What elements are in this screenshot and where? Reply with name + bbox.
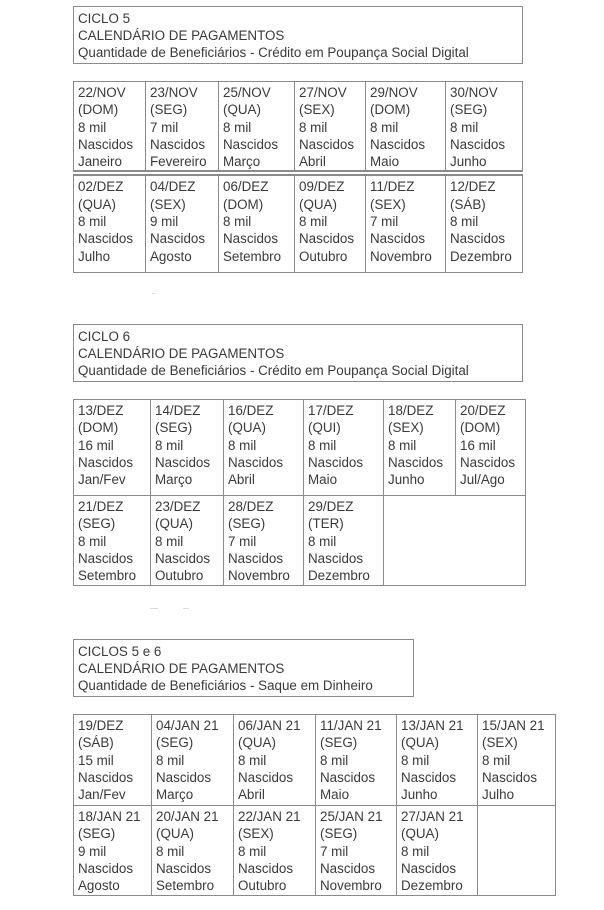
birth-month: Julho (78, 248, 111, 264)
birth-month: Junho (401, 787, 438, 803)
born-label: Nascidos (401, 860, 457, 876)
born-label: Nascidos (156, 769, 212, 785)
weekday: (SEG) (320, 826, 358, 842)
weekday: (SEG) (78, 516, 116, 532)
calendar-row (74, 400, 526, 496)
payment-date: 16/DEZ (228, 403, 274, 418)
weekday: (DOM) (460, 420, 501, 436)
payment-date-cell (74, 173, 146, 272)
calendar-row (74, 715, 556, 806)
born-label: Nascidos (150, 231, 206, 247)
payment-date-cell (397, 806, 478, 896)
payment-date: 30/NOV (450, 85, 498, 100)
beneficiary-count: 9 mil (78, 843, 107, 859)
beneficiary-count: 8 mil (370, 119, 399, 135)
payment-date: 25/JAN 21 (320, 809, 383, 824)
payment-date-cell (316, 715, 397, 806)
ciclo6-subtitle: CALENDÁRIO DE PAGAMENTOS (78, 346, 285, 361)
payment-date-cell (74, 806, 152, 896)
born-label: Nascidos (228, 454, 284, 470)
born-label: Nascidos (320, 769, 376, 785)
beneficiary-count: 7 mil (150, 119, 179, 135)
weekday: (SEG) (228, 516, 266, 532)
weekday: (DOM) (78, 102, 119, 118)
birth-month: Abril (228, 472, 255, 488)
ciclo5-header (73, 6, 523, 64)
beneficiary-count: 8 mil (238, 843, 267, 859)
payment-date: 27/JAN 21 (401, 809, 464, 824)
payment-date: 22/JAN 21 (238, 809, 301, 824)
ciclo6-description: Quantidade de Beneficiários - Crédito em Poupança Social Digital (78, 363, 469, 378)
ciclos56-calendar-table (73, 714, 556, 896)
ciclo6-header (73, 324, 523, 382)
born-label: Nascidos (155, 454, 211, 470)
payment-date: 23/DEZ (155, 499, 201, 514)
payment-date: 06/JAN 21 (238, 718, 301, 733)
beneficiary-count: 16 mil (78, 437, 114, 453)
born-label: Nascidos (370, 231, 426, 247)
born-label: Nascidos (482, 769, 538, 785)
payment-date-cell (146, 82, 219, 174)
born-label: Nascidos (228, 550, 284, 566)
ciclo6-title: CICLO 6 (78, 329, 131, 344)
weekday: (QUA) (223, 102, 261, 118)
weekday: (SEG) (150, 102, 188, 118)
born-label: Nascidos (401, 769, 457, 785)
birth-month: Novembro (370, 248, 432, 264)
weekday: (QUA) (78, 196, 116, 212)
payment-date-cell (152, 715, 234, 806)
birth-month: Março (223, 154, 261, 170)
beneficiary-count: 8 mil (223, 214, 252, 230)
weekday: (QUA) (156, 826, 194, 842)
weekday: (SÁB) (78, 735, 114, 751)
beneficiary-count: 8 mil (308, 437, 337, 453)
payment-date: 11/DEZ (370, 179, 415, 195)
payment-date: 28/DEZ (228, 499, 274, 514)
beneficiary-count: 8 mil (450, 214, 479, 230)
payment-date-cell (397, 715, 478, 806)
payment-date: 25/NOV (223, 85, 271, 100)
birth-month: Março (155, 472, 193, 488)
weekday: (TER) (308, 516, 344, 532)
weekday: (SEG) (78, 826, 116, 842)
weekday: (SEX) (482, 735, 518, 751)
payment-date: 04/DEZ (150, 179, 196, 195)
beneficiary-count: 8 mil (299, 119, 328, 135)
birth-month: Novembro (228, 568, 290, 584)
payment-date: 29/DEZ (308, 499, 354, 514)
ciclos56-subtitle: CALENDÁRIO DE PAGAMENTOS (78, 661, 285, 676)
born-label: Nascidos (450, 231, 506, 247)
payment-date-cell (234, 715, 316, 806)
born-label: Nascidos (388, 454, 444, 470)
weekday: (SEG) (156, 735, 194, 751)
birth-month: Abril (299, 154, 326, 170)
beneficiary-count: 8 mil (78, 214, 107, 230)
beneficiary-count: 8 mil (320, 752, 349, 768)
birth-month: Jan/Fev (78, 472, 126, 488)
weekday: (QUA) (299, 196, 337, 212)
ciclo5-description: Quantidade de Beneficiários - Crédito em Poupança Social Digital (78, 45, 469, 60)
birth-month: Novembro (320, 878, 382, 894)
payment-date: 19/DEZ (78, 718, 124, 733)
payment-date: 14/DEZ (155, 403, 201, 418)
payment-date-cell (366, 173, 446, 272)
payment-date: 18/DEZ (388, 403, 434, 418)
birth-month: Outubro (299, 248, 348, 264)
weekday: (SÁB) (450, 196, 486, 212)
payment-date: 20/DEZ (460, 403, 506, 418)
payment-date-cell (456, 400, 526, 496)
decorative-dot (183, 608, 189, 609)
payment-date-cell (384, 400, 456, 496)
payment-date: 29/NOV (370, 85, 418, 100)
beneficiary-count: 8 mil (308, 533, 337, 549)
beneficiary-count: 8 mil (156, 843, 185, 859)
birth-month: Março (156, 787, 194, 803)
birth-month: Agosto (150, 248, 192, 264)
payment-date-cell (74, 496, 151, 586)
payment-date-cell (224, 400, 304, 496)
beneficiary-count: 8 mil (401, 752, 430, 768)
born-label: Nascidos (370, 136, 426, 152)
beneficiary-count: 7 mil (320, 843, 349, 859)
birth-month: Setembro (223, 248, 282, 264)
weekday: (QUA) (401, 735, 439, 751)
beneficiary-count: 8 mil (223, 119, 252, 135)
payment-date: 09/DEZ (299, 179, 345, 195)
payment-date-cell (151, 400, 224, 496)
ciclo6-calendar-table (73, 399, 526, 586)
born-label: Nascidos (223, 231, 279, 247)
weekday: (SEX) (370, 196, 406, 212)
birth-month: Julho (482, 787, 515, 803)
birth-month: Jan/Fev (78, 787, 126, 803)
birth-month: Fevereiro (150, 154, 207, 170)
payment-date: 17/DEZ (308, 403, 354, 418)
empty-cell (384, 496, 526, 586)
payment-date-cell (219, 173, 295, 272)
birth-month: Outubro (238, 878, 287, 894)
born-label: Nascidos (238, 769, 294, 785)
beneficiary-count: 9 mil (150, 214, 179, 230)
payment-date: 06/DEZ (223, 179, 269, 195)
weekday: (SEX) (388, 420, 424, 436)
payment-date: 04/JAN 21 (156, 718, 219, 733)
payment-date-cell (366, 82, 446, 174)
birth-month: Dezembro (308, 568, 370, 584)
born-label: Nascidos (460, 454, 516, 470)
ciclos56-header (73, 639, 414, 697)
birth-month: Maio (308, 472, 338, 488)
payment-date: 27/NOV (299, 85, 347, 100)
weekday: (QUI) (308, 420, 341, 436)
empty-cell (478, 806, 556, 896)
calendar-row (74, 496, 526, 586)
birth-month: Dezembro (401, 878, 463, 894)
born-label: Nascidos (78, 550, 134, 566)
calendar-row (74, 173, 523, 272)
payment-date-cell (295, 173, 366, 272)
born-label: Nascidos (320, 860, 376, 876)
ciclo5-title: CICLO 5 (78, 11, 131, 26)
birth-month: Maio (320, 787, 350, 803)
beneficiary-count: 16 mil (460, 437, 496, 453)
payment-date: 11/JAN 21 (320, 718, 382, 733)
born-label: Nascidos (78, 769, 134, 785)
ciclo5-subtitle: CALENDÁRIO DE PAGAMENTOS (78, 28, 285, 43)
payment-date: 22/NOV (78, 85, 126, 100)
born-label: Nascidos (78, 136, 134, 152)
payment-date-cell (219, 82, 295, 174)
weekday: (SEX) (238, 826, 274, 842)
beneficiary-count: 8 mil (78, 119, 107, 135)
payment-date: 23/NOV (150, 85, 198, 100)
born-label: Nascidos (78, 454, 134, 470)
born-label: Nascidos (78, 860, 134, 876)
payment-date: 13/JAN 21 (401, 718, 464, 733)
birth-month: Agosto (78, 878, 120, 894)
beneficiary-count: 8 mil (78, 533, 107, 549)
payment-date-cell (74, 400, 151, 496)
payment-date-cell (74, 82, 146, 174)
payment-date-cell (295, 82, 366, 174)
payment-date: 12/DEZ (450, 179, 496, 195)
payment-date: 20/JAN 21 (156, 809, 219, 824)
weekday: (SEG) (155, 420, 193, 436)
birth-month: Janeiro (78, 154, 122, 170)
born-label: Nascidos (299, 136, 355, 152)
born-label: Nascidos (238, 860, 294, 876)
born-label: Nascidos (223, 136, 279, 152)
born-label: Nascidos (308, 454, 364, 470)
birth-month: Junho (450, 154, 487, 170)
payment-date-cell (146, 173, 219, 272)
payment-date: 18/JAN 21 (78, 809, 141, 824)
born-label: Nascidos (155, 550, 211, 566)
weekday: (QUA) (228, 420, 266, 436)
beneficiary-count: 7 mil (370, 214, 399, 230)
beneficiary-count: 8 mil (228, 437, 257, 453)
beneficiary-count: 8 mil (450, 119, 479, 135)
calendar-row (74, 82, 523, 174)
beneficiary-count: 8 mil (155, 437, 184, 453)
born-label: Nascidos (308, 550, 364, 566)
payment-date-cell (304, 400, 384, 496)
beneficiary-count: 15 mil (78, 752, 114, 768)
birth-month: Jul/Ago (460, 472, 505, 488)
calendar-row (74, 806, 556, 896)
birth-month: Outubro (155, 568, 204, 584)
beneficiary-count: 8 mil (155, 533, 184, 549)
beneficiary-count: 8 mil (401, 843, 430, 859)
beneficiary-count: 8 mil (299, 214, 328, 230)
birth-month: Setembro (156, 878, 215, 894)
beneficiary-count: 8 mil (238, 752, 267, 768)
weekday: (QUA) (155, 516, 193, 532)
born-label: Nascidos (156, 860, 212, 876)
beneficiary-count: 8 mil (482, 752, 511, 768)
ciclos56-description: Quantidade de Beneficiários - Saque em Dinheiro (78, 678, 373, 693)
born-label: Nascidos (299, 231, 355, 247)
payment-date-cell (446, 173, 523, 272)
payment-date-cell (74, 715, 152, 806)
born-label: Nascidos (150, 136, 206, 152)
weekday: (DOM) (78, 420, 119, 436)
beneficiary-count: 8 mil (156, 752, 185, 768)
weekday: (DOM) (223, 196, 264, 212)
weekday: (QUA) (401, 826, 439, 842)
born-label: Nascidos (78, 231, 134, 247)
payment-date-cell (224, 496, 304, 586)
birth-month: Setembro (78, 568, 137, 584)
payment-date: 21/DEZ (78, 499, 124, 514)
payment-date-cell (446, 82, 523, 174)
payment-date-cell (304, 496, 384, 586)
birth-month: Dezembro (450, 248, 512, 264)
birth-month: Maio (370, 154, 400, 170)
ciclo5-calendar-table (73, 81, 523, 273)
decorative-dot (150, 608, 158, 609)
beneficiary-count: 7 mil (228, 533, 257, 549)
weekday: (SEG) (450, 102, 488, 118)
payment-date-cell (316, 806, 397, 896)
weekday: (SEG) (320, 735, 358, 751)
birth-month: Junho (388, 472, 425, 488)
weekday: (SEX) (150, 196, 186, 212)
ciclos56-title: CICLOS 5 e 6 (78, 644, 162, 659)
payment-date-cell (478, 715, 556, 806)
beneficiary-count: 8 mil (388, 437, 417, 453)
weekday: (QUA) (238, 735, 276, 751)
payment-date: 15/JAN 21 (482, 718, 545, 733)
payment-date: 02/DEZ (78, 179, 124, 195)
decorative-dot (152, 293, 155, 294)
weekday: (SEX) (299, 102, 335, 118)
weekday: (DOM) (370, 102, 411, 118)
payment-date-cell (152, 806, 234, 896)
payment-date-cell (234, 806, 316, 896)
payment-date-cell (151, 496, 224, 586)
born-label: Nascidos (450, 136, 506, 152)
birth-month: Abril (238, 787, 265, 803)
payment-date: 13/DEZ (78, 403, 124, 418)
